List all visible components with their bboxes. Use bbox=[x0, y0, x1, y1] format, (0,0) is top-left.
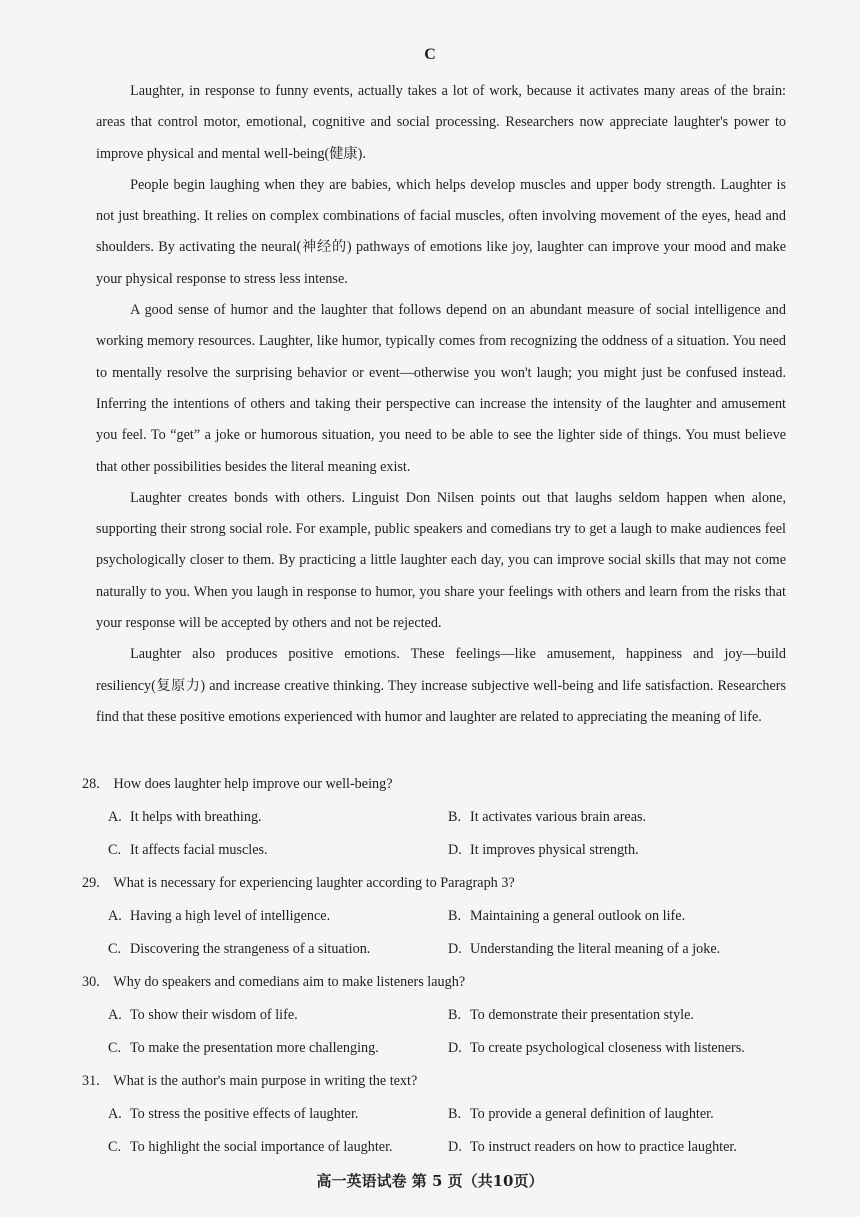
question-number: 29. bbox=[82, 875, 100, 891]
option-c[interactable]: C. It affects facial muscles. bbox=[108, 842, 268, 858]
option-b[interactable]: B. To demonstrate their presentation style. bbox=[448, 1007, 694, 1023]
paragraph-1: Laughter, in response to funny events, actually takes a lot of work, because it activates many areas of the brain: areas that control motor, emotional, cognitive and social processing. Researchers now appreciate laughter's power to improve physical and mental well-being(健康). bbox=[96, 83, 786, 162]
reading-passage bbox=[96, 76, 786, 733]
option-a[interactable]: A. It helps with breathing. bbox=[108, 809, 262, 825]
question-number: 31. bbox=[82, 1073, 100, 1089]
option-b[interactable]: B. Maintaining a general outlook on life. bbox=[448, 908, 686, 924]
option-d[interactable]: D. To instruct readers on how to practice laughter. bbox=[448, 1139, 737, 1155]
question-text: Why do speakers and comedians aim to make listeners laugh? bbox=[113, 974, 466, 990]
option-d[interactable]: D. To create psychological closeness with listeners. bbox=[448, 1040, 745, 1056]
question-stem bbox=[82, 1065, 792, 1098]
question-text: What is the author's main purpose in writing the text? bbox=[113, 1073, 418, 1089]
question-stem bbox=[82, 768, 792, 801]
question-29 bbox=[82, 867, 792, 966]
option-group bbox=[82, 1098, 792, 1164]
question-31 bbox=[82, 1065, 792, 1164]
option-a[interactable]: A. Having a high level of intelligence. bbox=[108, 908, 331, 924]
question-stem bbox=[82, 867, 792, 900]
option-c[interactable]: C. To make the presentation more challenging. bbox=[108, 1040, 379, 1056]
page-footer: 高一英语试卷 第 5 页（共10页） bbox=[316, 1172, 544, 1190]
question-text: What is necessary for experiencing laughter according to Paragraph 3? bbox=[113, 875, 515, 891]
paragraph-4: Laughter creates bonds with others. Linguist Don Nilsen points out that laughs seldom happen when alone, supporting their strong social role. For example, public speakers and comedians try to get a laugh to make audiences feel psychologically closer to them. By practicing a little laughter each day, you can improve social skills that may not come naturally to you. When you laugh in response to humor, you share your feelings with others and learn from the risks that your response will be accepted by others and not be rejected. bbox=[96, 489, 786, 632]
option-a[interactable]: A. To show their wisdom of life. bbox=[108, 1007, 298, 1023]
option-c[interactable]: C. Discovering the strangeness of a situation. bbox=[108, 941, 371, 957]
question-stem bbox=[82, 966, 792, 999]
question-text: How does laughter help improve our well-being? bbox=[113, 776, 393, 792]
paragraph-5: Laughter also produces positive emotions. These feelings—like amusement, happiness and joy—build resiliency(复原力) and increase creative thinking. They increase subjective well-being and life satisfaction. Researchers find that these positive emotions experienced with humor and laughter are related to appreciating the meaning of life. bbox=[96, 646, 786, 725]
option-d[interactable]: D. Understanding the literal meaning of a joke. bbox=[448, 941, 721, 957]
option-c[interactable]: C. To highlight the social importance of laughter. bbox=[108, 1139, 393, 1155]
question-number: 30. bbox=[82, 974, 100, 990]
option-group bbox=[82, 999, 792, 1065]
paragraph-3: A good sense of humor and the laughter that follows depend on an abundant measure of social intelligence and working memory resources. Laughter, like humor, typically comes from recognizing the oddness of a situation. You need to mentally resolve the surprising behavior or event—otherwise you won't laugh; you might just be confused instead. Inferring the intentions of others and taking their perspective can increase the intensity of the laughter and amusement you feel. To “get” a joke or humorous situation, you need to be able to see the lighter side of things. You must believe that other possibilities besides the literal meaning exist. bbox=[96, 302, 786, 475]
question-list bbox=[82, 768, 792, 1164]
question-28 bbox=[82, 768, 792, 867]
option-b[interactable]: B. It activates various brain areas. bbox=[448, 809, 647, 825]
option-group bbox=[82, 801, 792, 867]
option-group bbox=[82, 900, 792, 966]
question-30 bbox=[82, 966, 792, 1065]
option-b[interactable]: B. To provide a general definition of laughter. bbox=[448, 1106, 714, 1122]
question-number: 28. bbox=[82, 776, 100, 792]
option-a[interactable]: A. To stress the positive effects of laughter. bbox=[108, 1106, 359, 1122]
option-d[interactable]: D. It improves physical strength. bbox=[448, 842, 639, 858]
section-heading: C bbox=[424, 46, 436, 63]
paragraph-2: People begin laughing when they are babies, which helps develop muscles and upper body strength. Laughter is not just breathing. It relies on complex combinations of facial muscles, often involving movement of the eyes, head and shoulders. By activating the neural(神经的) pathways of emotions like joy, laughter can improve your mood and make your physical response to stress less intense. bbox=[96, 176, 786, 287]
